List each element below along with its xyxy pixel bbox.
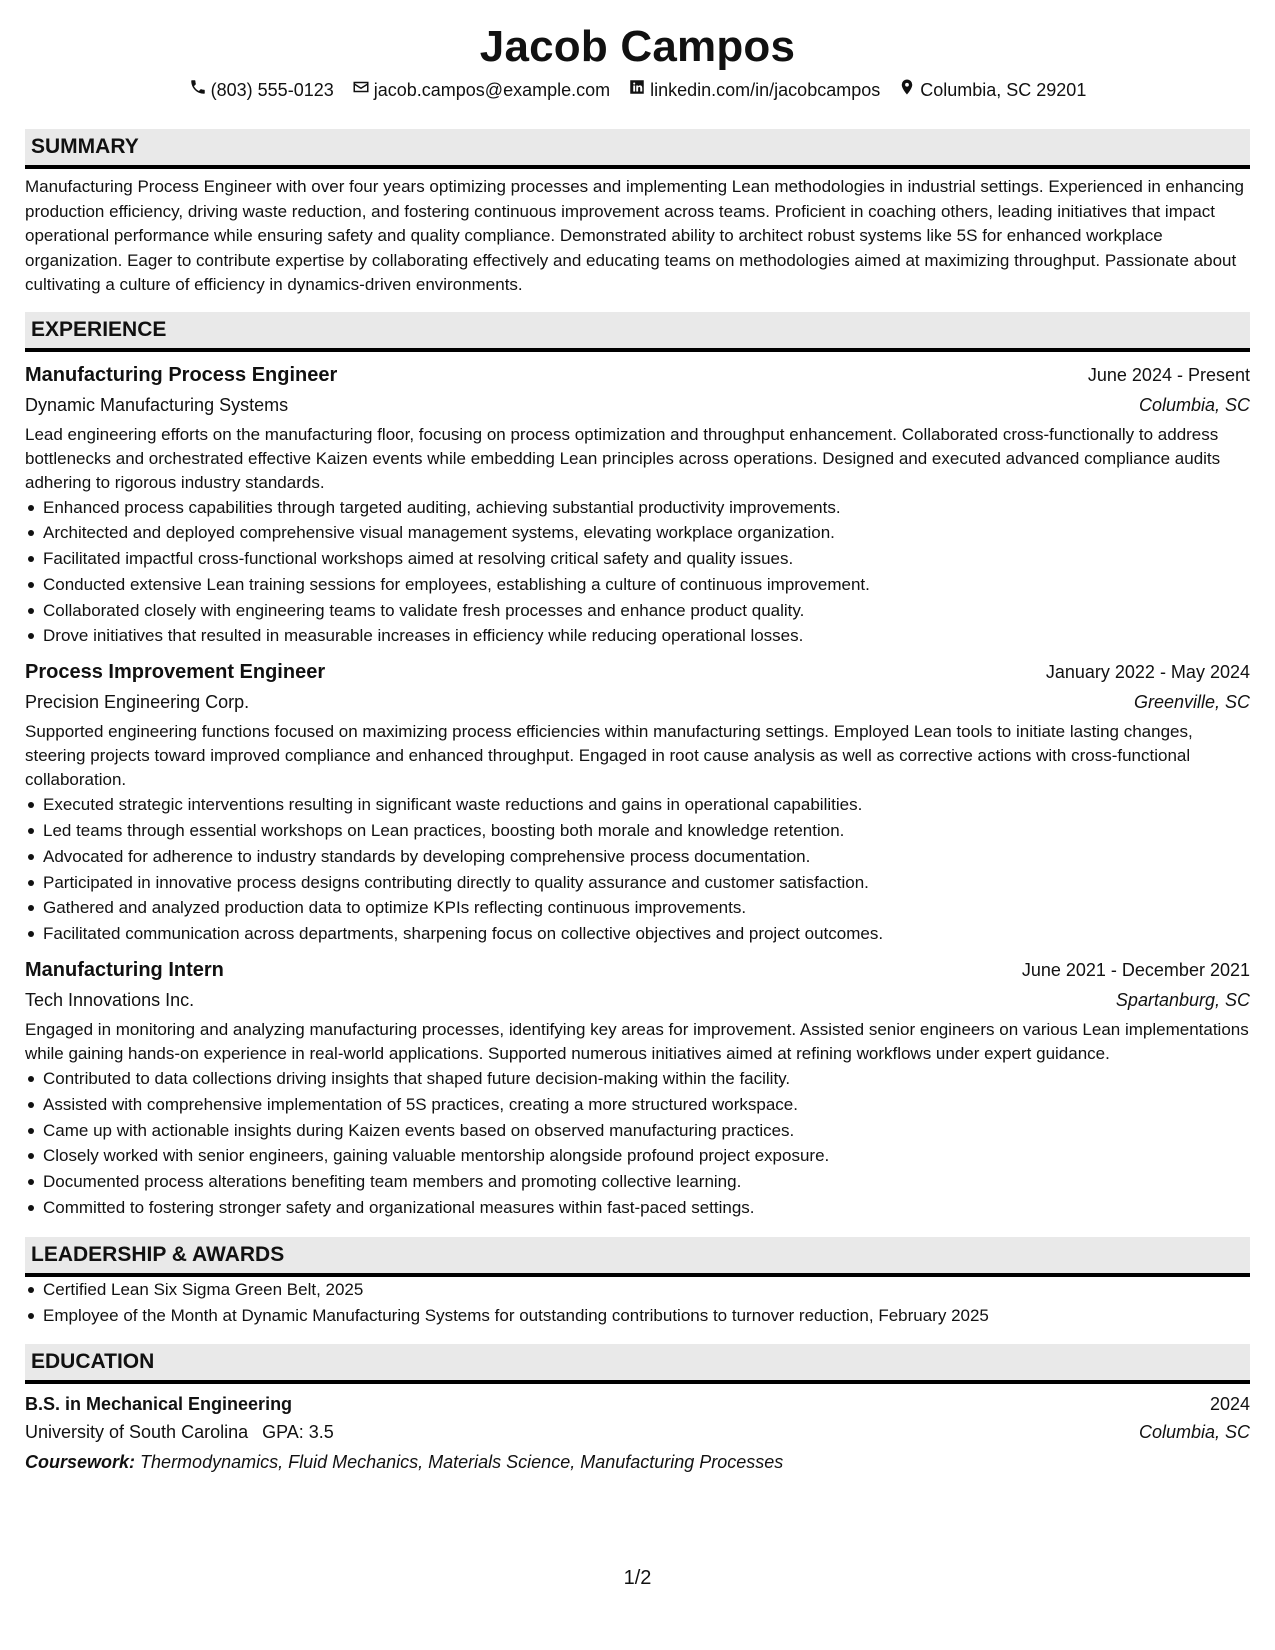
job-entry: [25, 657, 1250, 947]
job-description: Supported engineering functions focused on maximizing process efficiencies within manufacturing settings. Employed Lean tools to initiate lasting changes, steering projects toward improved compliance and enhanced throughput. Engaged in root cause analysis as well as corrective actions with cross-functional collaboration.: [25, 722, 1193, 790]
school-line: [25, 1418, 334, 1446]
list-item: Assisted with comprehensive implementation of 5S practices, creating a more structured workspace.: [43, 1092, 1250, 1118]
experience-heading: EXPERIENCE: [25, 312, 1250, 352]
school-name: University of South Carolina: [25, 1422, 249, 1443]
summary-section: [25, 129, 1250, 298]
summary-heading: SUMMARY: [25, 129, 1250, 169]
contact-email[interactable]: [352, 78, 610, 102]
list-item: Contributed to data collections driving insights that shaped future decision-making within the facility.: [43, 1066, 1250, 1092]
list-item: Collaborated closely with engineering teams to validate fresh processes and enhance product quality.: [43, 598, 1250, 624]
list-item: Executed strategic interventions resulting in significant waste reductions and gains in operational capabilities.: [43, 792, 1250, 818]
job-entry: [25, 360, 1250, 650]
coursework-label: Coursework:: [25, 1452, 136, 1473]
list-item: Enhanced process capabilities through targeted auditing, achieving substantial productivity improvements.: [43, 495, 1250, 521]
graduation-year: 2024: [1209, 1394, 1250, 1415]
list-item: Came up with actionable insights during Kaizen events based on observed manufacturing practices.: [43, 1118, 1250, 1144]
job-description: Lead engineering efforts on the manufacturing floor, focusing on process optimization and throughput enhancement. Collaborated cross-functionally to address bottlenecks and orchestrated effective Kaizen events while embedding Lean principles across operations. Designed and executed advanced compliance audits adhering to rigorous industry standards.: [25, 424, 1221, 492]
list-item: Conducted extensive Lean training sessions for employees, establishing a culture of continuous improvement.: [43, 572, 1250, 598]
list-item: Facilitated communication across departments, sharpening focus on collective objectives and project outcomes.: [43, 921, 1250, 947]
job-company: Dynamic Manufacturing Systems: [25, 394, 289, 415]
list-item: Committed to fostering stronger safety and organizational measures within fast-paced settings.: [43, 1195, 1250, 1221]
job-bullets: [25, 792, 1250, 947]
candidate-name: Jacob Campos: [479, 22, 796, 71]
degree: B.S. in Mechanical Engineering: [25, 1394, 293, 1415]
list-item: Led teams through essential workshops on Lean practices, boosting both morale and knowledge retention.: [43, 818, 1250, 844]
contact-linkedin-text[interactable]: linkedin.com/in/jacobcampos: [650, 80, 881, 100]
list-item: Participated in innovative process designs contributing directly to quality assurance and customer satisfaction.: [43, 870, 1250, 896]
map-pin-icon: [898, 78, 916, 102]
job-title: Manufacturing Process Engineer: [25, 363, 338, 386]
job-company: Tech Innovations Inc.: [25, 990, 195, 1011]
resume-page: [25, 22, 1250, 1477]
contact-email-text[interactable]: jacob.campos@example.com: [373, 80, 611, 100]
education-entry: [25, 1391, 1250, 1477]
contact-linkedin[interactable]: [628, 78, 880, 102]
education-heading: EDUCATION: [25, 1344, 1250, 1384]
list-item: Employee of the Month at Dynamic Manufacturing Systems for outstanding contributions to turnover reduction, February 2025: [43, 1303, 1250, 1329]
experience-section: [25, 312, 1250, 1221]
list-item: Closely worked with senior engineers, gaining valuable mentorship alongside profound project exposure.: [43, 1143, 1250, 1169]
list-item: Documented process alterations benefiting team members and promoting collective learning.: [43, 1169, 1250, 1195]
education-section: [25, 1344, 1250, 1477]
job-company: Precision Engineering Corp.: [25, 692, 250, 713]
awards-list: [25, 1277, 1250, 1329]
list-item: Facilitated impactful cross-functional workshops aimed at resolving critical safety and quality issues.: [43, 546, 1250, 572]
job-location: Columbia, SC: [1138, 394, 1250, 415]
page-number: 1/2: [623, 1567, 652, 1589]
job-title: Process Improvement Engineer: [25, 661, 326, 684]
list-item: Architected and deployed comprehensive visual management systems, elevating workplace organization.: [43, 520, 1250, 546]
school-location: Columbia, SC: [1138, 1422, 1250, 1443]
envelope-icon: [352, 78, 370, 102]
coursework-list: Thermodynamics, Fluid Mechanics, Materials Science, Manufacturing Processes: [140, 1452, 784, 1473]
list-item: Drove initiatives that resulted in measurable increases in efficiency while reducing operational losses.: [43, 623, 1250, 649]
list-item: Gathered and analyzed production data to optimize KPIs reflecting continuous improvements.: [43, 895, 1250, 921]
coursework-line: [25, 1447, 1250, 1477]
contact-phone: [189, 78, 334, 102]
job-bullets: [25, 495, 1250, 650]
summary-text: Manufacturing Process Engineer with over four years optimizing processes and implementing Lean methodologies in industrial settings. Experienced in enhancing production efficiency, driving waste reduction, and fostering continuous improvement across teams. Proficient in coaching others, leading initiatives that impact operational performance while ensuring safety and quality compliance. Demonstrated ability to architect robust systems like 5S for enhanced workplace organization. Eager to contribute expertise by collaborating effectively and educating teams on methodologies aimed at maximizing throughput. Passionate about cultivating a culture of efficiency in dynamics-driven environments.: [25, 177, 1245, 294]
job-description: Engaged in monitoring and analyzing manufacturing processes, identifying key areas for improvement. Assisted senior engineers on various Lean implementations while gaining hands-on experience in real-world applications. Supported numerous initiatives aimed at refining workflows under expert guidance.: [25, 1020, 1249, 1064]
job-location: Greenville, SC: [1133, 692, 1250, 713]
job-dates: June 2021 - December 2021: [1021, 960, 1250, 981]
linkedin-icon: [628, 78, 646, 102]
list-item: Advocated for adherence to industry standards by developing comprehensive process documentation.: [43, 844, 1250, 870]
job-location: Spartanburg, SC: [1115, 990, 1250, 1011]
leadership-heading: LEADERSHIP & AWARDS: [25, 1237, 1250, 1277]
job-bullets: [25, 1066, 1250, 1221]
contact-location-text: Columbia, SC 29201: [920, 80, 1087, 100]
gpa: GPA: 3.5: [262, 1422, 334, 1443]
job-dates: January 2022 - May 2024: [1045, 662, 1250, 683]
leadership-section: [25, 1237, 1250, 1329]
phone-icon: [189, 78, 207, 102]
contact-location: [898, 78, 1086, 102]
job-dates: June 2024 - Present: [1087, 364, 1250, 385]
contact-phone-text: (803) 555-0123: [210, 80, 334, 100]
contact-bar: [25, 78, 1250, 102]
job-entry: [25, 955, 1250, 1221]
list-item: Certified Lean Six Sigma Green Belt, 2025: [43, 1277, 1250, 1303]
job-title: Manufacturing Intern: [25, 959, 224, 982]
